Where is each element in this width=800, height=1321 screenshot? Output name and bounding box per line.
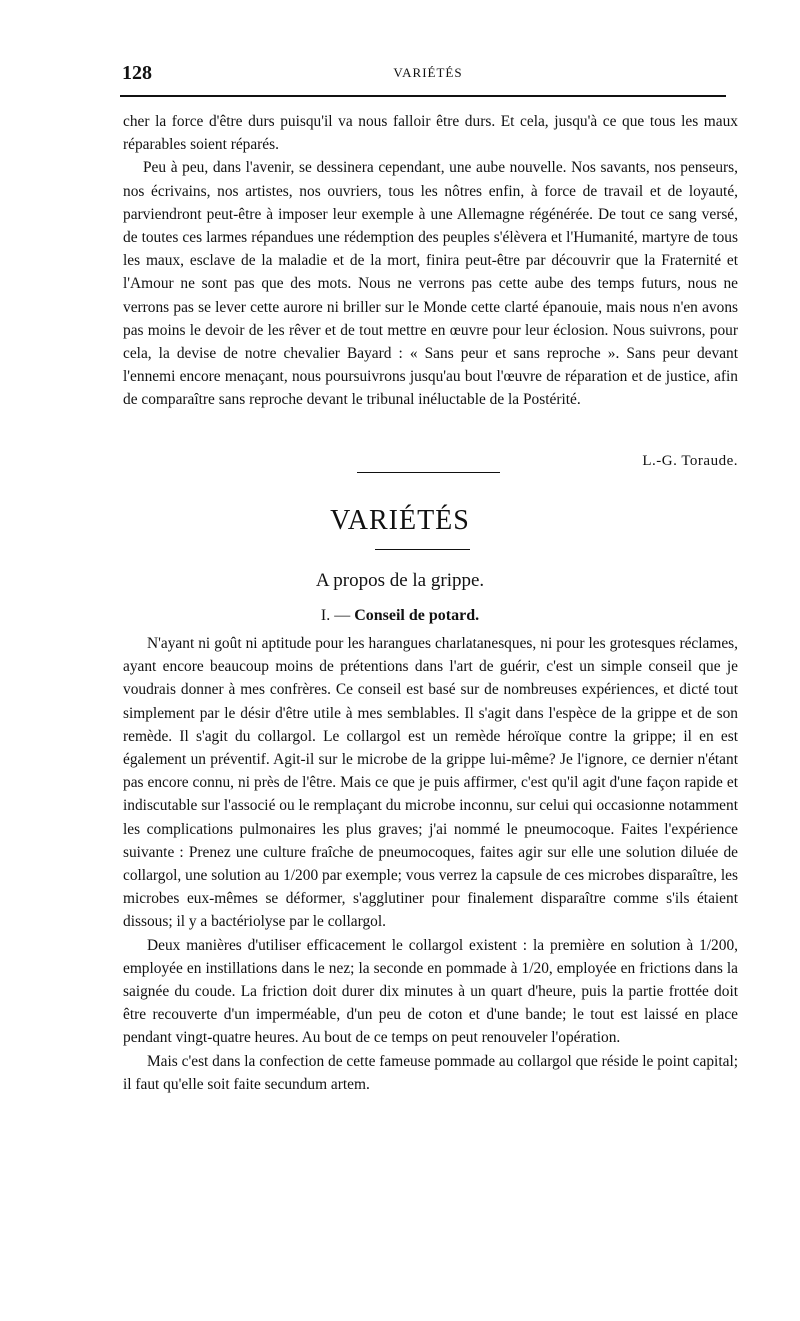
paragraph: cher la force d'être durs puisqu'il va nous falloir être durs. Et cela, jusqu'à ce que tous les maux réparables soient réparés. — [123, 113, 738, 154]
previous-article-text — [123, 110, 738, 412]
paragraph: N'ayant ni goût ni aptitude pour les harangues charlatanesques, ni pour les grotesques réclames, ayant encore beaucoup moins de prétentions dans l'art de guérir, c'est un simple conseil que je voudrais donner à mes confrères. Ce conseil est basé sur de nombreuses expériences, et dicté tout simplement par le désir d'être utile à mes semblables. Il s'agit dans l'espèce de la grippe et de son remède. Il s'agit du collargol. Le collargol est un remède héroïque contre la grippe; il en est également un préventif. Agit-il sur le microbe de la grippe lui-même? Je l'ignore, ce dernier n'étant pas encore connu, ni près de l'être. Mais ce que je puis affirmer, c'est qu'il agit d'une façon rapide et indiscutable sur l'associé ou le remplaçant du microbe inconnu, sur celui qui occasionne notamment les complications pulmonaires les plus graves; j'ai nommé le pneumocoque. Faites l'expérience suivante : Prenez une culture fraîche de pneumocoques, faites agir sur elle une solution diluée de collargol, une solution au 1/200 par exemple; vous verrez la capsule de ces microbes disparaître, les microbes eux-mêmes se déformer, s'agglutiner pour finalement disparaître comme s'ils étaient dissous; il y a bactériolyse par le collargol. — [123, 635, 738, 931]
article-subtitle — [0, 607, 800, 625]
paragraph: Mais c'est dans la confection de cette fameuse pommade au collargol que réside le point capital; il faut qu'elle soit faite secundum artem. — [123, 1052, 738, 1093]
subtitle-text: Conseil de potard. — [354, 607, 480, 624]
running-title: VARIÉTÉS — [393, 65, 463, 80]
author-signature: L.-G. Toraude. — [642, 453, 738, 469]
signature-rule — [357, 472, 500, 473]
article-body — [123, 632, 738, 1096]
page-number: 128 — [122, 62, 152, 84]
header-rule — [120, 95, 726, 97]
section-title: VARIÉTÉS — [330, 505, 470, 536]
running-head — [118, 60, 738, 86]
article-title: A propos de la grippe. — [315, 570, 485, 591]
paragraph: Peu à peu, dans l'avenir, se dessinera cependant, une aube nouvelle. Nos savants, nos penseurs, nos écrivains, nos artistes, nos ouvriers, tous les nôtres enfin, à force de travail et de loyauté, parviendront peut-être à imposer leur exemple à une Allemagne régénérée. De tout ce sang versé, de toutes ces larmes répandues une rédemption des peuples s'élèvera et l'Humanité, martyre de tous les maux, esclave de la maladie et de la mort, finira peut-être par découvrir que la Fraternité et l'Amour ne sont pas que des mots. Nous ne verrons pas cette aube des temps futurs, nous ne verrons pas se lever cette aurore ni briller sur le Monde cette clarté épanouie, mais nous n'en avons pas moins le devoir de les rêver et de tout mettre en œuvre pour leur éclosion. Nous suivrons, pour cela, la devise de notre chevalier Bayard : « Sans peur et sans reproche ». Sans peur devant l'ennemi encore menaçant, nous poursuivrons jusqu'au bout l'œuvre de réparation et de justice, afin de comparaître sans reproche devant le tribunal inéluctable de la Postérité. — [123, 159, 738, 409]
subtitle-number: I. — — [320, 607, 351, 624]
paragraph: Deux manières d'utiliser efficacement le collargol existent : la première en solution à 1/200, employée en instillations dans le nez; la seconde en pommade à 1/20, employée en frictions dans la saignée du coude. La friction doit durer dix minutes à un quart d'heure, puis la partie frottée doit être recouverte d'un imperméable, d'un peu de coton et d'une bande; le tout est laissé en place pendant vingt-quatre heures. Au bout de ce temps on peut renouveler l'opération. — [123, 936, 738, 1047]
section-title-rule — [375, 549, 470, 550]
